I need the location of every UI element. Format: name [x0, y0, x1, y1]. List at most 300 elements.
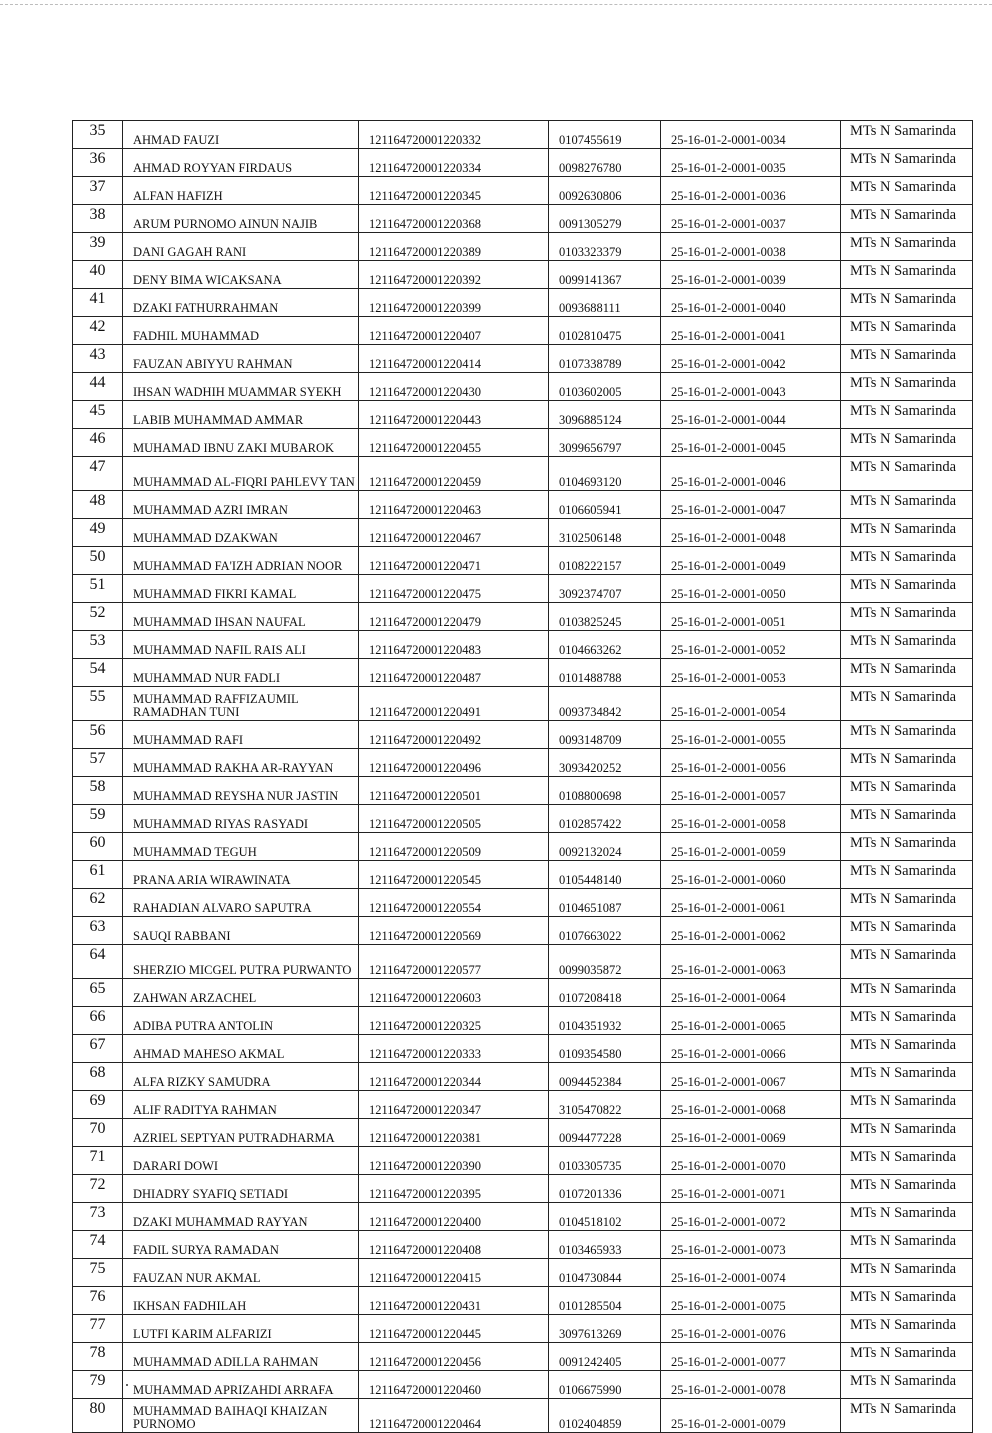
participant-code: 25-16-01-2-0001-0079	[661, 1399, 841, 1433]
table-row	[73, 373, 973, 401]
school-name: MTs N Samarinda	[841, 889, 973, 917]
student-nis: 0106605941	[549, 491, 661, 519]
table-row	[73, 1119, 973, 1147]
school-name: MTs N Samarinda	[841, 121, 973, 149]
student-nis: 0093688111	[549, 289, 661, 317]
student-nis: 0107208418	[549, 979, 661, 1007]
student-name: MUHAMMAD ADILLA RAHMAN	[123, 1343, 359, 1371]
student-name: MUHAMMAD REYSHA NUR JASTIN	[123, 777, 359, 805]
student-name: MUHAMMAD TEGUH	[123, 833, 359, 861]
school-name: MTs N Samarinda	[841, 1119, 973, 1147]
student-name: ALFAN HAFIZH	[123, 177, 359, 205]
student-nisn: 121164720001220471	[359, 547, 549, 575]
student-name: MUHAMMAD BAIHAQI KHAIZAN PURNOMO	[123, 1399, 359, 1433]
student-nis: 3096885124	[549, 401, 661, 429]
table-row	[73, 1259, 973, 1287]
student-nis: 0101488788	[549, 659, 661, 687]
student-nisn: 121164720001220445	[359, 1315, 549, 1343]
row-number: 75	[73, 1259, 123, 1287]
school-name: MTs N Samarinda	[841, 317, 973, 345]
student-name: DARARI DOWI	[123, 1147, 359, 1175]
participant-code: 25-16-01-2-0001-0072	[661, 1203, 841, 1231]
student-name: DANI GAGAH RANI	[123, 233, 359, 261]
student-list-table-container	[72, 120, 972, 1433]
student-nis: 0104518102	[549, 1203, 661, 1231]
school-name: MTs N Samarinda	[841, 1287, 973, 1315]
school-name: MTs N Samarinda	[841, 833, 973, 861]
student-nisn: 121164720001220487	[359, 659, 549, 687]
school-name: MTs N Samarinda	[841, 749, 973, 777]
participant-code: 25-16-01-2-0001-0039	[661, 261, 841, 289]
student-nis: 0104651087	[549, 889, 661, 917]
table-row	[73, 401, 973, 429]
participant-code: 25-16-01-2-0001-0050	[661, 575, 841, 603]
row-number: 61	[73, 861, 123, 889]
student-nisn: 121164720001220603	[359, 979, 549, 1007]
school-name: MTs N Samarinda	[841, 575, 973, 603]
row-number: 67	[73, 1035, 123, 1063]
student-name: LABIB MUHAMMAD AMMAR	[123, 401, 359, 429]
student-nis: 0093734842	[549, 687, 661, 721]
student-nisn: 121164720001220463	[359, 491, 549, 519]
student-name: MUHAMMAD AL-FIQRI PAHLEVY TAN	[123, 457, 359, 491]
student-name: ARUM PURNOMO AINUN NAJIB	[123, 205, 359, 233]
student-nis: 0105448140	[549, 861, 661, 889]
row-number: 49	[73, 519, 123, 547]
participant-code: 25-16-01-2-0001-0054	[661, 687, 841, 721]
table-row	[73, 1287, 973, 1315]
row-number: 40	[73, 261, 123, 289]
student-nis: 0108800698	[549, 777, 661, 805]
row-number: 60	[73, 833, 123, 861]
row-number: 72	[73, 1175, 123, 1203]
row-number: 52	[73, 603, 123, 631]
participant-code: 25-16-01-2-0001-0052	[661, 631, 841, 659]
student-name: SAUQI RABBANI	[123, 917, 359, 945]
student-nisn: 121164720001220459	[359, 457, 549, 491]
school-name: MTs N Samarinda	[841, 401, 973, 429]
student-name: DHIADRY SYAFIQ SETIADI	[123, 1175, 359, 1203]
participant-code: 25-16-01-2-0001-0058	[661, 805, 841, 833]
table-row	[73, 1399, 973, 1433]
school-name: MTs N Samarinda	[841, 289, 973, 317]
school-name: MTs N Samarinda	[841, 861, 973, 889]
row-number: 41	[73, 289, 123, 317]
student-nisn: 121164720001220505	[359, 805, 549, 833]
school-name: MTs N Samarinda	[841, 1231, 973, 1259]
school-name: MTs N Samarinda	[841, 149, 973, 177]
student-name: AHMAD ROYYAN FIRDAUS	[123, 149, 359, 177]
row-number: 36	[73, 149, 123, 177]
participant-code: 25-16-01-2-0001-0062	[661, 917, 841, 945]
student-name: AZRIEL SEPTYAN PUTRADHARMA	[123, 1119, 359, 1147]
student-name: ALIF RADITYA RAHMAN	[123, 1091, 359, 1119]
student-name: DZAKI MUHAMMAD RAYYAN	[123, 1203, 359, 1231]
table-row	[73, 889, 973, 917]
student-name: FADIL SURYA RAMADAN	[123, 1231, 359, 1259]
school-name: MTs N Samarinda	[841, 491, 973, 519]
row-number: 71	[73, 1147, 123, 1175]
page-top-edge	[0, 4, 992, 5]
row-number: 73	[73, 1203, 123, 1231]
student-nis: 0102857422	[549, 805, 661, 833]
row-number: 43	[73, 345, 123, 373]
school-name: MTs N Samarinda	[841, 1399, 973, 1433]
student-name: IKHSAN FADHILAH	[123, 1287, 359, 1315]
school-name: MTs N Samarinda	[841, 1371, 973, 1399]
student-nis: 0103602005	[549, 373, 661, 401]
row-number: 69	[73, 1091, 123, 1119]
school-name: MTs N Samarinda	[841, 177, 973, 205]
participant-code: 25-16-01-2-0001-0077	[661, 1343, 841, 1371]
student-nisn: 121164720001220407	[359, 317, 549, 345]
student-nisn: 121164720001220496	[359, 749, 549, 777]
school-name: MTs N Samarinda	[841, 1147, 973, 1175]
participant-code: 25-16-01-2-0001-0046	[661, 457, 841, 491]
row-number: 76	[73, 1287, 123, 1315]
student-nisn: 121164720001220334	[359, 149, 549, 177]
student-nisn: 121164720001220345	[359, 177, 549, 205]
student-name: IHSAN WADHIH MUAMMAR SYEKH	[123, 373, 359, 401]
participant-code: 25-16-01-2-0001-0065	[661, 1007, 841, 1035]
student-nis: 3097613269	[549, 1315, 661, 1343]
table-row	[73, 1063, 973, 1091]
school-name: MTs N Samarinda	[841, 345, 973, 373]
student-nis: 0107663022	[549, 917, 661, 945]
student-nisn: 121164720001220390	[359, 1147, 549, 1175]
participant-code: 25-16-01-2-0001-0057	[661, 777, 841, 805]
school-name: MTs N Samarinda	[841, 603, 973, 631]
row-number: 64	[73, 945, 123, 979]
school-name: MTs N Samarinda	[841, 917, 973, 945]
student-name: MUHAMMAD AZRI IMRAN	[123, 491, 359, 519]
participant-code: 25-16-01-2-0001-0037	[661, 205, 841, 233]
student-name: ZAHWAN ARZACHEL	[123, 979, 359, 1007]
participant-code: 25-16-01-2-0001-0067	[661, 1063, 841, 1091]
student-nisn: 121164720001220483	[359, 631, 549, 659]
school-name: MTs N Samarinda	[841, 233, 973, 261]
table-row	[73, 917, 973, 945]
student-name: MUHAMMAD RAFI	[123, 721, 359, 749]
student-nis: 0104351932	[549, 1007, 661, 1035]
participant-code: 25-16-01-2-0001-0075	[661, 1287, 841, 1315]
participant-code: 25-16-01-2-0001-0045	[661, 429, 841, 457]
school-name: MTs N Samarinda	[841, 1259, 973, 1287]
row-number: 35	[73, 121, 123, 149]
table-row	[73, 603, 973, 631]
student-name: SHERZIO MICGEL PUTRA PURWANTO	[123, 945, 359, 979]
participant-code: 25-16-01-2-0001-0043	[661, 373, 841, 401]
participant-code: 25-16-01-2-0001-0073	[661, 1231, 841, 1259]
student-nisn: 121164720001220430	[359, 373, 549, 401]
table-row	[73, 317, 973, 345]
row-number: 55	[73, 687, 123, 721]
school-name: MTs N Samarinda	[841, 205, 973, 233]
student-name: MUHAMMAD IHSAN NAUFAL	[123, 603, 359, 631]
student-nisn: 121164720001220368	[359, 205, 549, 233]
table-row	[73, 1091, 973, 1119]
table-row	[73, 261, 973, 289]
table-row	[73, 1231, 973, 1259]
row-number: 59	[73, 805, 123, 833]
school-name: MTs N Samarinda	[841, 1063, 973, 1091]
student-nis: 0094477228	[549, 1119, 661, 1147]
participant-code: 25-16-01-2-0001-0044	[661, 401, 841, 429]
participant-code: 25-16-01-2-0001-0061	[661, 889, 841, 917]
student-nisn: 121164720001220431	[359, 1287, 549, 1315]
student-nisn: 121164720001220492	[359, 721, 549, 749]
row-number: 78	[73, 1343, 123, 1371]
school-name: MTs N Samarinda	[841, 547, 973, 575]
student-name: FADHIL MUHAMMAD	[123, 317, 359, 345]
student-nis: 0103465933	[549, 1231, 661, 1259]
table-row	[73, 631, 973, 659]
student-nisn: 121164720001220381	[359, 1119, 549, 1147]
student-nis: 0104663262	[549, 631, 661, 659]
table-row	[73, 345, 973, 373]
participant-code: 25-16-01-2-0001-0074	[661, 1259, 841, 1287]
table-row	[73, 149, 973, 177]
student-name: MUHAMMAD FIKRI KAMAL	[123, 575, 359, 603]
table-row	[73, 659, 973, 687]
student-nis: 0108222157	[549, 547, 661, 575]
row-number: 63	[73, 917, 123, 945]
row-number: 74	[73, 1231, 123, 1259]
student-nis: 3099656797	[549, 429, 661, 457]
row-number: 56	[73, 721, 123, 749]
table-row	[73, 1007, 973, 1035]
participant-code: 25-16-01-2-0001-0041	[661, 317, 841, 345]
student-nis: 3102506148	[549, 519, 661, 547]
row-number: 46	[73, 429, 123, 457]
table-row	[73, 1175, 973, 1203]
student-nisn: 121164720001220325	[359, 1007, 549, 1035]
student-nisn: 121164720001220479	[359, 603, 549, 631]
participant-code: 25-16-01-2-0001-0048	[661, 519, 841, 547]
student-nis: 0106675990	[549, 1371, 661, 1399]
student-nisn: 121164720001220395	[359, 1175, 549, 1203]
table-row	[73, 177, 973, 205]
student-nis: 0103825245	[549, 603, 661, 631]
school-name: MTs N Samarinda	[841, 777, 973, 805]
table-row	[73, 429, 973, 457]
student-nis: 3105470822	[549, 1091, 661, 1119]
student-nisn: 121164720001220443	[359, 401, 549, 429]
student-nisn: 121164720001220389	[359, 233, 549, 261]
student-nisn: 121164720001220415	[359, 1259, 549, 1287]
student-nis: 0094452384	[549, 1063, 661, 1091]
student-nis: 0092132024	[549, 833, 661, 861]
student-name: LUTFI KARIM ALFARIZI	[123, 1315, 359, 1343]
participant-code: 25-16-01-2-0001-0056	[661, 749, 841, 777]
row-number: 38	[73, 205, 123, 233]
student-nis: 0107201336	[549, 1175, 661, 1203]
school-name: MTs N Samarinda	[841, 519, 973, 547]
student-nis: 0092630806	[549, 177, 661, 205]
participant-code: 25-16-01-2-0001-0060	[661, 861, 841, 889]
row-number: 57	[73, 749, 123, 777]
student-list-table	[72, 120, 973, 1433]
participant-code: 25-16-01-2-0001-0055	[661, 721, 841, 749]
student-name: ALFA RIZKY SAMUDRA	[123, 1063, 359, 1091]
student-nisn: 121164720001220491	[359, 687, 549, 721]
student-name: MUHAMMAD RAKHA AR-RAYYAN	[123, 749, 359, 777]
row-number: 45	[73, 401, 123, 429]
student-name: MUHAMMAD FA'IZH ADRIAN NOOR	[123, 547, 359, 575]
table-row	[73, 805, 973, 833]
student-nis: 0103323379	[549, 233, 661, 261]
row-number: 66	[73, 1007, 123, 1035]
student-nisn: 121164720001220344	[359, 1063, 549, 1091]
student-name: AHMAD MAHESO AKMAL	[123, 1035, 359, 1063]
student-nisn: 121164720001220400	[359, 1203, 549, 1231]
student-nisn: 121164720001220554	[359, 889, 549, 917]
row-number: 50	[73, 547, 123, 575]
student-nisn: 121164720001220460	[359, 1371, 549, 1399]
row-number: 62	[73, 889, 123, 917]
table-row	[73, 1315, 973, 1343]
student-name: MUHAMAD IBNU ZAKI MUBAROK	[123, 429, 359, 457]
school-name: MTs N Samarinda	[841, 457, 973, 491]
student-nisn: 121164720001220347	[359, 1091, 549, 1119]
student-nis: 0103305735	[549, 1147, 661, 1175]
table-row	[73, 205, 973, 233]
school-name: MTs N Samarinda	[841, 1315, 973, 1343]
student-nis: 0107455619	[549, 121, 661, 149]
student-name: DENY BIMA WICAKSANA	[123, 261, 359, 289]
table-row	[73, 575, 973, 603]
student-name: RAHADIAN ALVARO SAPUTRA	[123, 889, 359, 917]
table-row	[73, 519, 973, 547]
student-nisn: 121164720001220569	[359, 917, 549, 945]
participant-code: 25-16-01-2-0001-0034	[661, 121, 841, 149]
table-row	[73, 777, 973, 805]
row-number: 37	[73, 177, 123, 205]
school-name: MTs N Samarinda	[841, 659, 973, 687]
student-nis: 3093420252	[549, 749, 661, 777]
school-name: MTs N Samarinda	[841, 721, 973, 749]
school-name: MTs N Samarinda	[841, 1343, 973, 1371]
participant-code: 25-16-01-2-0001-0051	[661, 603, 841, 631]
student-nisn: 121164720001220455	[359, 429, 549, 457]
participant-code: 25-16-01-2-0001-0053	[661, 659, 841, 687]
student-rows	[73, 121, 973, 1433]
student-nisn: 121164720001220333	[359, 1035, 549, 1063]
table-row	[73, 289, 973, 317]
student-name: MUHAMMAD DZAKWAN	[123, 519, 359, 547]
student-nis: 0091242405	[549, 1343, 661, 1371]
participant-code: 25-16-01-2-0001-0076	[661, 1315, 841, 1343]
student-nisn: 121164720001220414	[359, 345, 549, 373]
school-name: MTs N Samarinda	[841, 261, 973, 289]
table-row	[73, 1035, 973, 1063]
participant-code: 25-16-01-2-0001-0063	[661, 945, 841, 979]
school-name: MTs N Samarinda	[841, 373, 973, 401]
table-row	[73, 833, 973, 861]
row-number: 68	[73, 1063, 123, 1091]
table-row	[73, 687, 973, 721]
table-row	[73, 547, 973, 575]
table-row	[73, 1343, 973, 1371]
student-nis: 0091305279	[549, 205, 661, 233]
school-name: MTs N Samarinda	[841, 631, 973, 659]
row-number: 42	[73, 317, 123, 345]
student-nisn: 121164720001220464	[359, 1399, 549, 1433]
participant-code: 25-16-01-2-0001-0068	[661, 1091, 841, 1119]
student-nis: 0104693120	[549, 457, 661, 491]
school-name: MTs N Samarinda	[841, 979, 973, 1007]
student-nis: 0099141367	[549, 261, 661, 289]
student-name: DZAKI FATHURRAHMAN	[123, 289, 359, 317]
row-number: 47	[73, 457, 123, 491]
participant-code: 25-16-01-2-0001-0064	[661, 979, 841, 1007]
student-nisn: 121164720001220545	[359, 861, 549, 889]
student-nis: 0107338789	[549, 345, 661, 373]
participant-code: 25-16-01-2-0001-0036	[661, 177, 841, 205]
school-name: MTs N Samarinda	[841, 805, 973, 833]
row-number: 80	[73, 1399, 123, 1433]
table-row	[73, 861, 973, 889]
student-name: PRANA ARIA WIRAWINATA	[123, 861, 359, 889]
student-nis: 0104730844	[549, 1259, 661, 1287]
student-nis: 0098276780	[549, 149, 661, 177]
student-nis: 0093148709	[549, 721, 661, 749]
row-number: 77	[73, 1315, 123, 1343]
participant-code: 25-16-01-2-0001-0066	[661, 1035, 841, 1063]
student-nisn: 121164720001220501	[359, 777, 549, 805]
table-row	[73, 721, 973, 749]
student-name: MUHAMMAD RIYAS RASYADI	[123, 805, 359, 833]
student-nisn: 121164720001220332	[359, 121, 549, 149]
student-name: MUHAMMAD APRIZAHDI ARRAFA	[123, 1371, 359, 1399]
school-name: MTs N Samarinda	[841, 1007, 973, 1035]
participant-code: 25-16-01-2-0001-0071	[661, 1175, 841, 1203]
school-name: MTs N Samarinda	[841, 687, 973, 721]
student-nisn: 121164720001220475	[359, 575, 549, 603]
student-nisn: 121164720001220408	[359, 1231, 549, 1259]
student-name: MUHAMMAD NUR FADLI	[123, 659, 359, 687]
table-row	[73, 749, 973, 777]
row-number: 39	[73, 233, 123, 261]
student-name: ADIBA PUTRA ANTOLIN	[123, 1007, 359, 1035]
table-row	[73, 945, 973, 979]
school-name: MTs N Samarinda	[841, 1035, 973, 1063]
school-name: MTs N Samarinda	[841, 1091, 973, 1119]
row-number: 44	[73, 373, 123, 401]
participant-code: 25-16-01-2-0001-0038	[661, 233, 841, 261]
student-name: AHMAD FAUZI	[123, 121, 359, 149]
participant-code: 25-16-01-2-0001-0070	[661, 1147, 841, 1175]
row-number: 54	[73, 659, 123, 687]
student-nisn: 121164720001220399	[359, 289, 549, 317]
participant-code: 25-16-01-2-0001-0049	[661, 547, 841, 575]
student-name: FAUZAN ABIYYU RAHMAN	[123, 345, 359, 373]
student-nis: 3092374707	[549, 575, 661, 603]
school-name: MTs N Samarinda	[841, 945, 973, 979]
table-row	[73, 457, 973, 491]
student-name: MUHAMMAD RAFFIZAUMIL RAMADHAN TUNI	[123, 687, 359, 721]
row-number: 51	[73, 575, 123, 603]
school-name: MTs N Samarinda	[841, 1175, 973, 1203]
student-nis: 0102404859	[549, 1399, 661, 1433]
student-nis: 0099035872	[549, 945, 661, 979]
table-row	[73, 1203, 973, 1231]
table-row	[73, 491, 973, 519]
student-nisn: 121164720001220456	[359, 1343, 549, 1371]
scan-speck	[126, 1384, 128, 1386]
participant-code: 25-16-01-2-0001-0059	[661, 833, 841, 861]
school-name: MTs N Samarinda	[841, 429, 973, 457]
